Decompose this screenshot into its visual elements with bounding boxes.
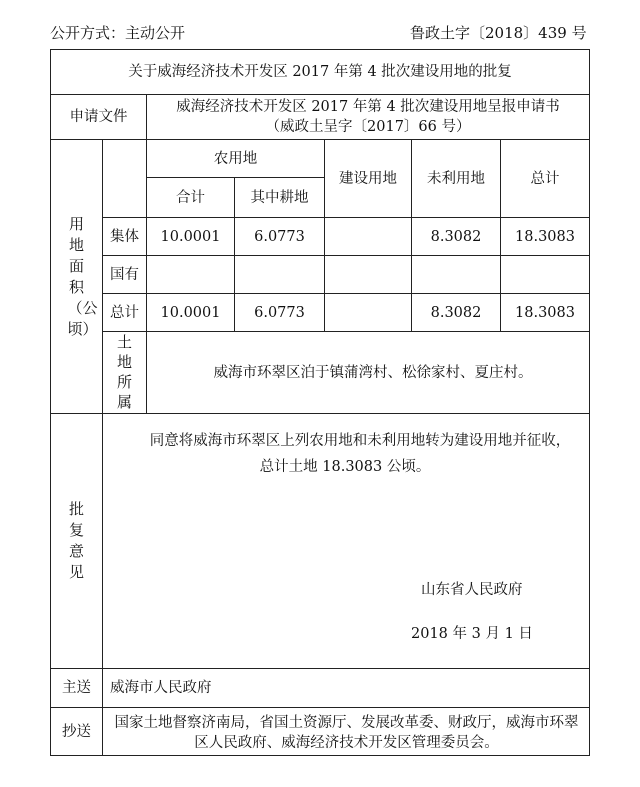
construction-cell [325, 218, 412, 256]
construction-cell [325, 294, 412, 332]
ownership-label: 土地所属 [116, 333, 132, 411]
table-row [51, 294, 590, 332]
row-label: 集体 [103, 218, 147, 256]
unused-cell: 8.3082 [412, 294, 501, 332]
agri-total-cell: 10.0001 [147, 294, 235, 332]
agri-total-cell: 10.0001 [147, 218, 235, 256]
total-cell: 18.3083 [501, 294, 590, 332]
application-document [147, 95, 590, 140]
cc-value: 国家土地督察济南局，省国土资源厅、发展改革委、财政厅，威海市环翠区人民政府、威海经济技术开发区管理委员会。 [103, 708, 590, 756]
form-title: 关于威海经济技术开发区 2017 年第 4 批次建设用地的批复 [51, 50, 590, 95]
arable-cell: 6.0773 [235, 294, 325, 332]
empty-corner-cell [103, 140, 147, 218]
unused-cell [412, 256, 501, 294]
total-cell: 18.3083 [501, 218, 590, 256]
approval-organization: 山东省人民政府 [421, 582, 523, 598]
agri-total-cell [147, 256, 235, 294]
col-agri-total-header: 合计 [147, 178, 235, 218]
send-value: 威海市人民政府 [103, 669, 590, 708]
land-area-label-cell [51, 140, 103, 414]
document-number: 鲁政土字〔2018〕439 号 [410, 24, 587, 42]
approval-form-table [50, 49, 590, 756]
application-line-1: 威海经济技术开发区 2017 年第 4 批次建设用地呈报申请书 [176, 99, 560, 115]
table-row [51, 218, 590, 256]
arable-cell: 6.0773 [235, 218, 325, 256]
application-label: 申请文件 [51, 95, 147, 140]
approval-label-cell [51, 414, 103, 669]
row-label: 总计 [103, 294, 147, 332]
ownership-value: 威海市环翠区泊于镇蒲湾村、松徐家村、夏庄村。 [147, 332, 590, 414]
application-line-2: （威政土呈字〔2017〕66 号） [265, 119, 471, 135]
land-area-label: 用地面积（公顷） [67, 214, 98, 338]
construction-cell [325, 256, 412, 294]
send-label: 主送 [51, 669, 103, 708]
ownership-label-cell [103, 332, 147, 414]
col-construction-header: 建设用地 [325, 140, 412, 218]
approval-label: 批复意见 [68, 500, 84, 581]
approval-date: 2018 年 3 月 1 日 [411, 626, 533, 642]
arable-cell [235, 256, 325, 294]
col-total-header: 总计 [501, 140, 590, 218]
approval-opinion [103, 414, 590, 669]
disclosure-method: 公开方式：主动公开 [50, 24, 186, 42]
total-cell [501, 256, 590, 294]
cc-label: 抄送 [51, 708, 103, 756]
row-label: 国有 [103, 256, 147, 294]
approval-text: 同意将威海市环翠区上列农用地和未利用地转为建设用地并征收，总计土地 18.3083 公顷。 [149, 433, 571, 475]
col-unused-header: 未利用地 [412, 140, 501, 218]
table-row [51, 256, 590, 294]
col-agri-arable-header: 其中耕地 [235, 178, 325, 218]
unused-cell: 8.3082 [412, 218, 501, 256]
col-agri-header: 农用地 [147, 140, 325, 178]
